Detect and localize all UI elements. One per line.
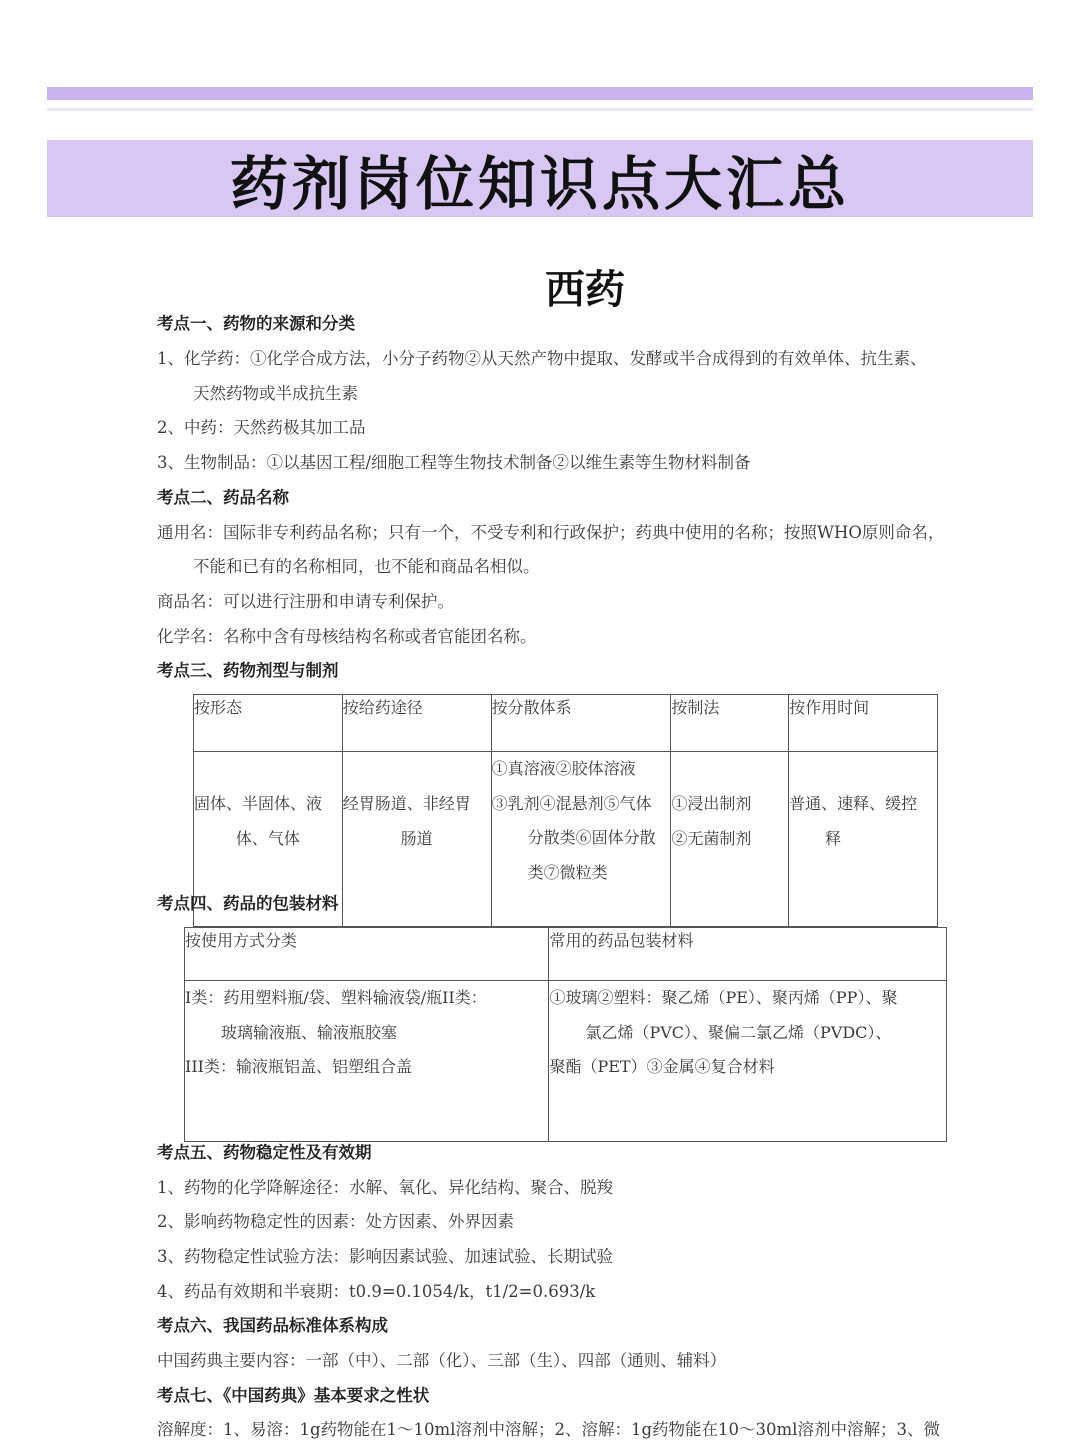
page-title: 药剂岗位知识点大汇总 xyxy=(229,149,850,218)
s7-line1: 溶解度：1、易溶：1g药物能在1～10ml溶剂中溶解；2、溶解：1g药物能在10～30ml溶剂中溶解；3、微 xyxy=(157,1420,940,1439)
s1-line1-cont: 天然药物或半成抗生素 xyxy=(193,384,358,403)
table-cell: ①真溶液②胶体溶液 ③乳剂④混悬剂⑤气体 分散类⑥固体分散 类⑦微粒类 xyxy=(491,752,671,927)
table-header-cell: 按作用时间 xyxy=(789,695,938,752)
table-cell: ①浸出制剂 ②无菌制剂 xyxy=(671,752,789,927)
s6-line1: 中国药典主要内容：一部（中）、二部（化）、三部（生）、四部（通则、辅料） xyxy=(157,1351,727,1370)
s2-line3: 化学名：名称中含有母核结构名称或者官能团名称。 xyxy=(157,627,537,646)
s2-line1-cont: 不能和已有的名称相同，也不能和商品名相似。 xyxy=(193,557,540,576)
s2-heading: 考点二、药品名称 xyxy=(157,488,289,507)
top-decor-line xyxy=(47,108,1033,111)
table-header-cell: 按制法 xyxy=(671,695,789,752)
s1-line2: 2、中药：天然药极其加工品 xyxy=(157,418,366,437)
s4-heading: 考点四、药品的包装材料 xyxy=(157,894,339,913)
section-subtitle: 西药 xyxy=(545,267,625,313)
table-header-row xyxy=(185,928,947,981)
table-header-cell: 按使用方式分类 xyxy=(185,928,549,981)
s1-line3: 3、生物制品：①以基因工程/细胞工程等生物技术制备②以维生素等生物材料制备 xyxy=(157,453,751,472)
table-header-row xyxy=(194,695,938,752)
s1-heading: 考点一、药物的来源和分类 xyxy=(157,314,355,333)
packaging-table xyxy=(184,927,947,1142)
table-cell: I类：药用塑料瓶/袋、塑料输液袋/瓶II类： 玻璃输液瓶、输液瓶胶塞 III类：输液瓶铝盖、铝塑组合盖 xyxy=(185,981,549,1142)
s5-line1: 1、药物的化学降解途径：水解、氧化、异化结构、聚合、脱羧 xyxy=(157,1178,613,1197)
table-cell: 经胃肠道、非经胃 肠道 xyxy=(342,752,491,927)
s7-heading: 考点七、《中国药典》基本要求之性状 xyxy=(157,1386,430,1405)
s2-line2: 商品名：可以进行注册和申请专利保护。 xyxy=(157,592,454,611)
s5-line2: 2、影响药物稳定性的因素：处方因素、外界因素 xyxy=(157,1212,514,1231)
table-cell: 普通、速释、缓控 释 xyxy=(789,752,938,927)
top-decor-band xyxy=(47,87,1033,100)
table-header-cell: 按给药途径 xyxy=(342,695,491,752)
s5-heading: 考点五、药物稳定性及有效期 xyxy=(157,1143,372,1162)
s3-heading: 考点三、药物剂型与制剂 xyxy=(157,661,339,680)
table-header-cell: 常用的药品包装材料 xyxy=(549,928,947,981)
s6-heading: 考点六、我国药品标准体系构成 xyxy=(157,1316,388,1335)
s5-line3: 3、药物稳定性试验方法：影响因素试验、加速试验、长期试验 xyxy=(157,1247,613,1266)
title-banner xyxy=(47,140,1033,217)
s2-line1: 通用名：国际非专利药品名称；只有一个，不受专利和行政保护；药典中使用的名称；按照WHO原则命名， xyxy=(157,523,945,542)
table-cell: ①玻璃②塑料：聚乙烯（PE）、聚丙烯（PP）、聚 氯乙烯（PVC）、聚偏二氯乙烯（PVDC）、 聚酯（PET）③金属④复合材料 xyxy=(549,981,947,1142)
table-row xyxy=(185,981,947,1142)
table-header-cell: 按形态 xyxy=(194,695,343,752)
s5-line4: 4、药品有效期和半衰期：t0.9=0.1054/k，t1/2=0.693/k xyxy=(157,1282,596,1301)
s1-line1: 1、化学药：①化学合成方法，小分子药物②从天然产物中提取、发酵或半合成得到的有效单体、抗生素、 xyxy=(157,349,927,368)
table-cell: 固体、半固体、液 体、气体 xyxy=(194,752,343,927)
table-header-cell: 按分散体系 xyxy=(491,695,671,752)
